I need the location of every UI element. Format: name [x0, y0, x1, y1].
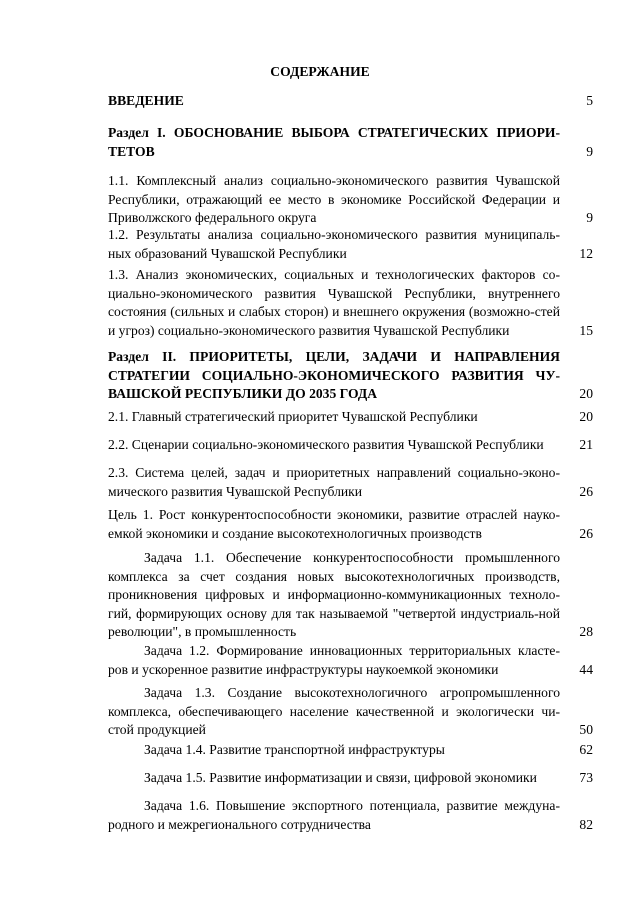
toc-entry-text: 1.3. Анализ экономических, социальных и технологических факторов со-циально-экономического развития Чувашской Республики, внутреннего состояния (сильных и слабых сторон) и внешнего окружения (возможно-стей и угроз) социально-экономического развития Чувашской Республики [108, 267, 560, 338]
toc-entry-page: 5 [586, 93, 593, 108]
toc-entry-page: 73 [579, 770, 593, 785]
toc-entry-task-1-2[interactable] [108, 642, 593, 679]
toc-entry-text: ВВЕДЕНИЕ [108, 93, 184, 108]
toc-entry-text: 2.2. Сценарии социально-экономического развития Чувашской Республики [108, 437, 544, 452]
toc-entry-text: 2.1. Главный стратегический приоритет Чувашской Республики [108, 409, 478, 424]
toc-entry-text: Задача 1.2. Формирование инновационных территориальных класте-ров и ускоренное развитие инфраструктуры наукоемкой экономики [108, 643, 560, 677]
toc-entry-task-1-3[interactable] [108, 684, 593, 740]
toc-entry-goal-1[interactable] [108, 506, 593, 543]
toc-entry-task-1-6[interactable] [108, 797, 593, 834]
toc-entry-text: Задача 1.3. Создание высокотехнологичного агропромышленного комплекса, обеспечивающего население качественной и экологически чи-стой продукцией [108, 685, 560, 737]
toc-entry-text: 1.1. Комплексный анализ социально-экономического развития Чувашской Республики, отражающий ее место в экономике Российской Федерации и Приволжского федерального округа [108, 173, 560, 225]
toc-entry-page: 26 [579, 525, 593, 541]
toc-entry-page: 82 [579, 816, 593, 832]
toc-entry-page: 62 [579, 742, 593, 757]
toc-entry-section-2[interactable] [108, 348, 593, 404]
toc-entry-text: 2.3. Система целей, задач и приоритетных направлений социально-эконо-мического развития Чувашской Республики [108, 465, 560, 499]
toc-entry-introduction[interactable] [108, 92, 593, 111]
toc-entry-text: Цель 1. Рост конкурентоспособности экономики, развитие отраслей науко-емкой экономики и создание высокотехнологичных производств [108, 507, 560, 541]
toc-entry-task-1-5[interactable] [108, 769, 593, 788]
toc-entry-text: Задача 1.4. Развитие транспортной инфраструктуры [144, 742, 445, 757]
toc-entry-2-3[interactable] [108, 464, 593, 501]
toc-entry-task-1-4[interactable] [108, 741, 593, 760]
toc-entry-page: 26 [579, 483, 593, 499]
toc-entry-2-2[interactable] [108, 436, 593, 455]
toc-entry-text: Задача 1.1. Обеспечение конкурентоспособности промышленного комплекса за счет создания новых высокотехнологичных производств, проникновения цифровых и информационно-коммуникационных техноло-гий, формирующих основу для так называемой "четвертой индустриаль-ной революции", в промышленность [108, 550, 560, 639]
toc-entry-1-2[interactable] [108, 226, 593, 263]
toc-entry-2-1[interactable] [108, 408, 593, 427]
toc-entry-task-1-1[interactable] [108, 549, 593, 642]
toc-entry-section-1[interactable] [108, 124, 593, 161]
toc-entry-1-1[interactable] [108, 172, 593, 228]
toc-entry-text: Задача 1.6. Повышение экспортного потенциала, развитие междуна-родного и межрегионального сотрудничества [108, 798, 560, 832]
toc-entry-page: 12 [579, 245, 593, 261]
toc-entry-page: 15 [579, 322, 593, 338]
toc-entry-text: 1.2. Результаты анализа социально-экономического развития муниципаль-ных образований Чувашской Республики [108, 227, 560, 261]
toc-entry-text: Раздел I. ОБОСНОВАНИЕ ВЫБОРА СТРАТЕГИЧЕСКИХ ПРИОРИ-ТЕТОВ [108, 125, 560, 159]
toc-entry-page: 9 [586, 210, 593, 225]
toc-entry-1-3[interactable] [108, 266, 593, 340]
toc-entry-page: 9 [586, 143, 593, 159]
toc-title: СОДЕРЖАНИЕ [270, 64, 370, 79]
toc-entry-text: Задача 1.5. Развитие информатизации и связи, цифровой экономики [144, 770, 537, 785]
toc-entry-page: 50 [579, 722, 593, 737]
toc-entry-text: Раздел II. ПРИОРИТЕТЫ, ЦЕЛИ, ЗАДАЧИ И НАПРАВЛЕНИЯ СТРАТЕГИИ СОЦИАЛЬНО-ЭКОНОМИЧЕСКОГО РАЗВИТИЯ ЧУ-ВАШСКОЙ РЕСПУБЛИКИ ДО 2035 ГОДА [108, 349, 560, 401]
toc-entry-page: 21 [579, 437, 593, 452]
toc-entry-page: 20 [579, 409, 593, 424]
toc-entry-page: 20 [579, 386, 593, 401]
toc-entry-page: 44 [579, 661, 593, 677]
toc-entry-page: 28 [579, 624, 593, 639]
